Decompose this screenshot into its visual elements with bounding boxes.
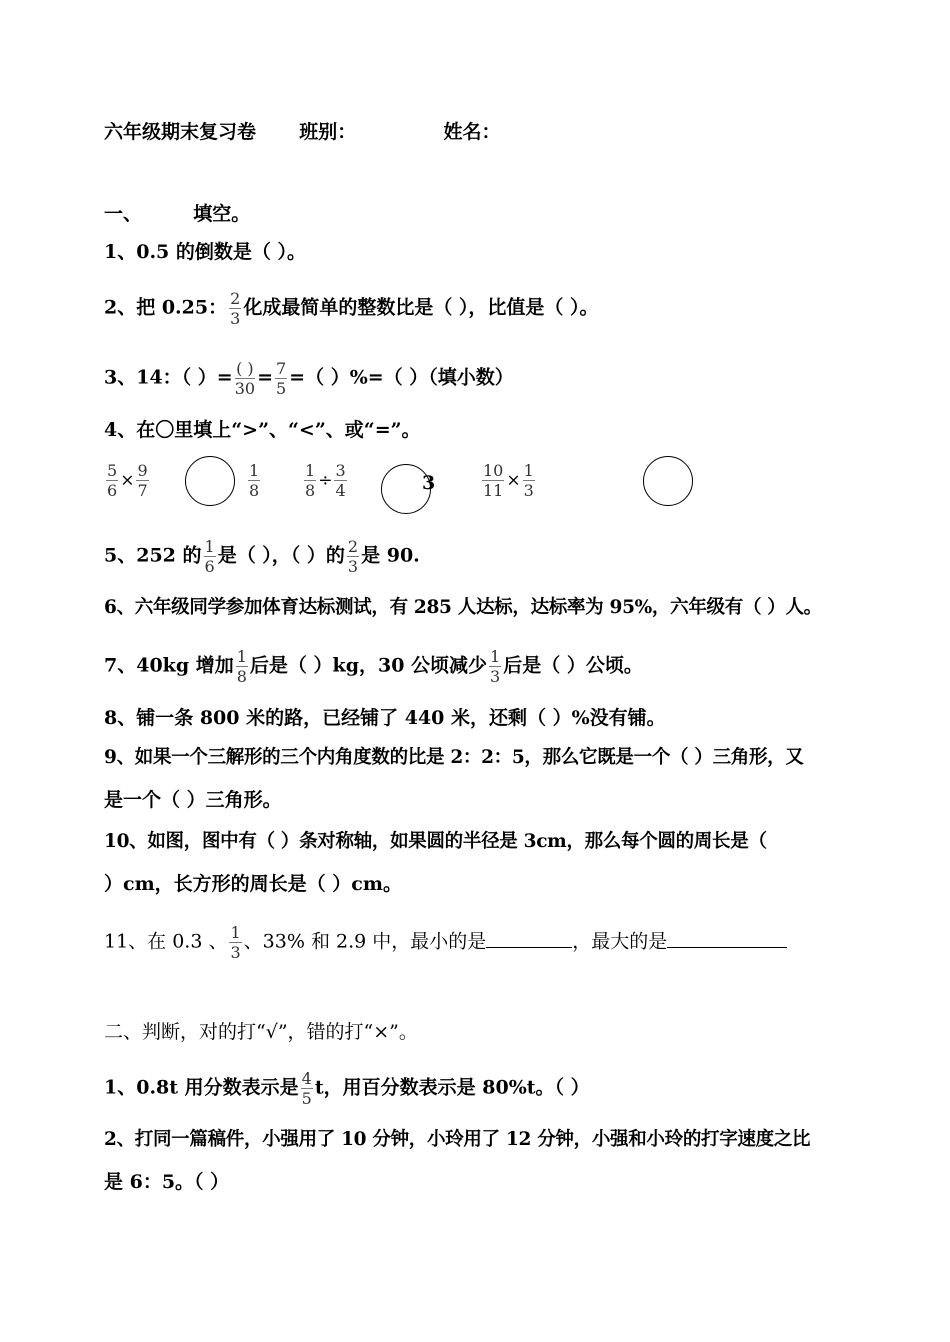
- numerator: 1: [204, 537, 215, 556]
- denominator: 4: [335, 481, 346, 500]
- operator: ÷: [318, 470, 333, 491]
- denominator: 3: [523, 481, 534, 500]
- worksheet-title: 六年级期末复习卷: [104, 121, 257, 143]
- numerator: 9: [137, 461, 148, 480]
- fraction: [482, 462, 504, 499]
- fraction: [204, 538, 216, 575]
- question-1-1: 1、0.5 的倒数是（ ）。: [104, 241, 307, 263]
- question-1-9-line-2: 是一个（ ）三角形。: [104, 789, 282, 811]
- compare-circle-3[interactable]: [643, 456, 693, 506]
- fraction: [248, 462, 260, 499]
- numerator: 1: [249, 461, 260, 480]
- denominator: 8: [236, 667, 247, 686]
- fraction: [301, 1070, 313, 1107]
- q2-text-a: 2、把 0.25：: [104, 296, 228, 319]
- question-1-11: [104, 924, 787, 961]
- numerator: 1: [305, 461, 316, 480]
- q3-text-b: =（ ）%=（ ）（填小数）: [289, 366, 514, 389]
- denominator: 3: [347, 557, 359, 576]
- question-1-2: [104, 290, 599, 327]
- question-2-2-line-1: 2、打同一篇稿件，小强用了 10 分钟，小玲用了 12 分钟，小强和小玲的打字速度之比: [104, 1129, 811, 1150]
- q5-text-b: 是（ ），（ ）的: [217, 544, 345, 567]
- section2-heading: 二、判断，对的打“√”，错的打“×”。: [104, 1021, 418, 1043]
- numerator: 1: [523, 461, 534, 480]
- operator: ×: [506, 470, 521, 491]
- q7-text-b: 后是（ ）kg，30 公顷减少: [249, 654, 488, 677]
- question-1-10-line-1: 10、如图，图中有（ ）条对称轴，如果圆的半径是 3cm，那么每个圆的周长是（: [104, 831, 767, 852]
- q5-text-c: 是 90.: [361, 544, 420, 567]
- denominator: 6: [204, 557, 215, 576]
- question-2-2-line-2: 是 6：5。（ ）: [104, 1171, 230, 1193]
- denominator: 5: [275, 379, 287, 398]
- denominator: 8: [249, 481, 260, 500]
- q3-text-a: 3、14：（ ）=: [104, 366, 233, 389]
- q11-text-c: ，最大的是: [572, 930, 668, 953]
- fraction: [523, 462, 535, 499]
- denominator: 7: [137, 481, 148, 500]
- operator: ×: [120, 470, 135, 491]
- denominator: 30: [234, 379, 256, 398]
- fraction: [236, 648, 248, 685]
- fraction: [304, 462, 316, 499]
- fraction: [229, 924, 241, 961]
- answer-blank-largest[interactable]: [667, 947, 787, 948]
- denominator: 3: [230, 309, 241, 328]
- s2q1-text-a: 1、0.8t 用分数表示是: [104, 1076, 299, 1099]
- q7-text-c: 后是（ ）公顷。: [503, 654, 643, 677]
- numerator: 4: [301, 1069, 312, 1088]
- name-label: 姓名：: [443, 121, 501, 143]
- q7-text-a: 7、40kg 增加: [104, 654, 234, 677]
- denominator: 11: [483, 481, 504, 500]
- question-1-3: [104, 360, 514, 397]
- numerator: 1: [230, 923, 241, 942]
- question-1-7: [104, 648, 643, 685]
- denominator: 5: [301, 1089, 312, 1108]
- question-1-9-line-1: 9、如果一个三解形的三个内角度数的比是 2：2：5，那么它既是一个（ ）三角形，又: [104, 747, 804, 768]
- fraction: [275, 360, 287, 397]
- fraction: [106, 462, 118, 499]
- compare-expr-2: [246, 462, 262, 499]
- numerator: 5: [107, 461, 118, 480]
- compare-expr-3-tail: 3: [422, 472, 436, 494]
- question-2-1: [104, 1070, 590, 1107]
- section1-number: 一、: [104, 203, 143, 225]
- question-1-10-line-2: ）cm，长方形的周长是（ ）cm。: [104, 873, 402, 895]
- denominator: 6: [107, 481, 118, 500]
- compare-expr-3: [302, 462, 349, 499]
- compare-expr-4: [480, 462, 537, 499]
- section1-heading: [104, 202, 250, 226]
- question-1-8: 8、铺一条 800 米的路，已经铺了 440 米，还剩（ ）%没有铺。: [104, 707, 666, 729]
- question-1-4: 4、在〇里填上“>”、“<”、或“=”。: [104, 419, 421, 441]
- fraction: [489, 648, 501, 685]
- q11-text-b: 、33% 和 2.9 中，最小的是: [243, 930, 487, 953]
- numerator: 7: [275, 359, 287, 378]
- question-1-6: 6、六年级同学参加体育达标测试，有 285 人达标，达标率为 95%，六年级有（ ）人。: [104, 597, 822, 618]
- numerator: 3: [335, 461, 346, 480]
- worksheet-header: [104, 120, 501, 144]
- equals-sign: =: [257, 366, 273, 389]
- denominator: 3: [230, 943, 241, 962]
- numerator: 2: [230, 289, 241, 308]
- denominator: 3: [490, 667, 501, 686]
- fraction: [347, 538, 359, 575]
- numerator: 2: [347, 537, 359, 556]
- denominator: 8: [305, 481, 316, 500]
- s2q1-text-b: t，用百分数表示是 80%t。（ ）: [314, 1076, 590, 1099]
- q2-text-b: 化成最简单的整数比是（ ），比值是（ ）。: [243, 296, 599, 319]
- answer-blank-smallest[interactable]: [486, 947, 572, 948]
- fraction: [235, 360, 255, 397]
- class-label: 班别：: [299, 121, 357, 143]
- section1-title: 填空。: [193, 203, 251, 225]
- q11-text-a: 11、在 0.3 、: [104, 930, 228, 953]
- question-1-5: [104, 538, 420, 575]
- numerator: 10: [483, 461, 504, 480]
- q5-text-a: 5、252 的: [104, 544, 202, 567]
- compare-circle-1[interactable]: [185, 456, 235, 506]
- fraction: [229, 290, 241, 327]
- fraction: [136, 462, 148, 499]
- numerator: ( ): [236, 359, 254, 378]
- numerator: 1: [236, 647, 247, 666]
- fraction: [334, 462, 346, 499]
- numerator: 1: [490, 647, 501, 666]
- compare-expr-1: [104, 462, 151, 499]
